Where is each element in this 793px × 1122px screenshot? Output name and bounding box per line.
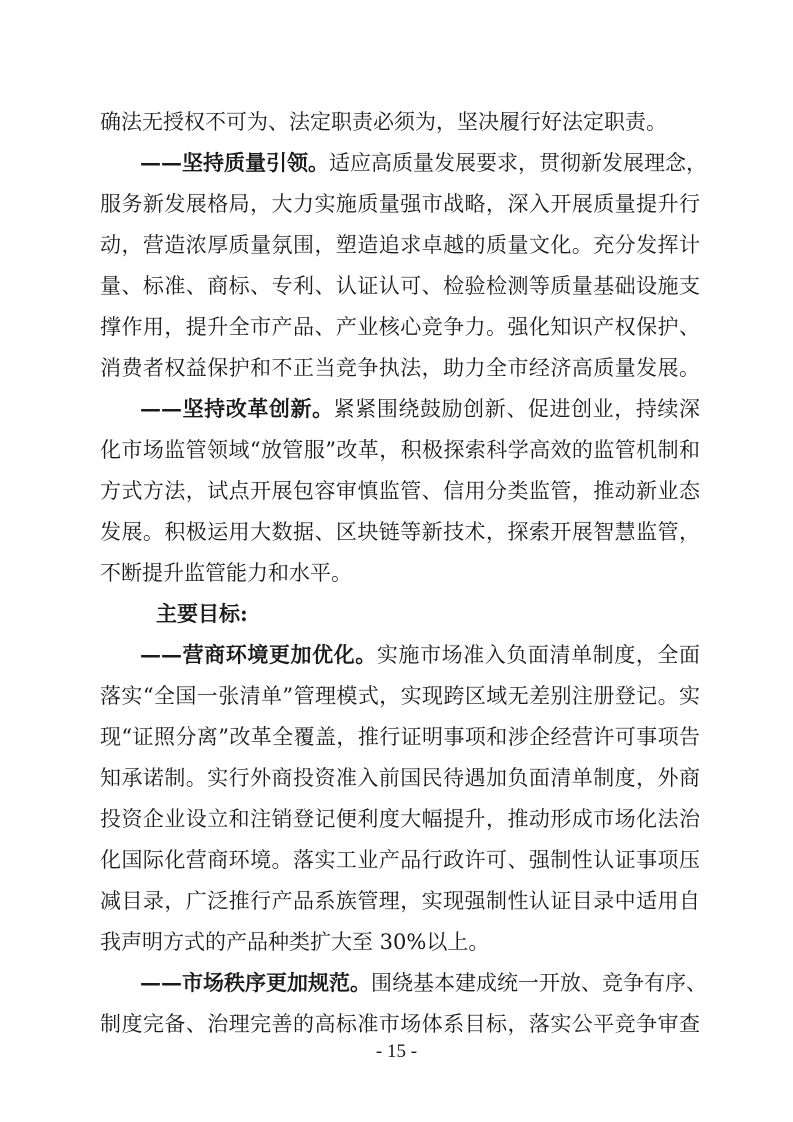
- section-heading-quality: ——坚持质量引领。: [140, 150, 329, 175]
- section-heading-reform: ——坚持改革创新。: [140, 396, 334, 421]
- paragraph-line: [140, 635, 700, 675]
- paragraph-line: 消费者权益保护和不正当竞争执法，助力全市经济高质量发展。: [100, 356, 700, 380]
- main-goals-heading: 主要目标:: [156, 601, 248, 626]
- paragraph-line: 现“证照分离”改革全覆盖，推行证明事项和涉企经营许可事项告: [100, 725, 700, 749]
- paragraph-line: 化市场监管领域“放管服”改革，积极探索科学高效的监管机制和: [100, 438, 700, 462]
- paragraph-line: [140, 963, 707, 1003]
- paragraph-line: 制度完备、治理完善的高标准市场体系目标，落实公平竞争审查: [100, 1012, 700, 1036]
- paragraph-line: 撑作用，提升全市产品、产业核心竞争力。强化知识产权保护、: [100, 315, 700, 339]
- line-text: 实施市场准入负面清单制度，全面: [376, 643, 701, 667]
- paragraph-line: 动，营造浓厚质量氛围，塑造追求卓越的质量文化。充分发挥计: [100, 233, 700, 257]
- paragraph-line: 减目录，广泛推行产品系族管理，实现强制性认证目录中适用自: [100, 889, 700, 913]
- line-text: 确法无授权不可为、法定职责必须为，坚决履行好法定职责。: [100, 110, 667, 134]
- line-text: 围绕基本建成统一开放、竞争有序、: [371, 971, 707, 995]
- paragraph-line: 量、标准、商标、专利、认证认可、检验检测等质量基础设施支: [100, 274, 700, 298]
- paragraph-line: 落实“全国一张清单”管理模式，实现跨区域无差别注册登记。实: [100, 684, 700, 708]
- paragraph-line: [140, 389, 700, 429]
- paragraph-line: 不断提升监管能力和水平。: [100, 561, 352, 585]
- paragraph-line: 发展。积极运用大数据、区块链等新技术，探索开展智慧监管，: [100, 520, 700, 544]
- paragraph-line: 化国际化营商环境。落实工业产品行政许可、强制性认证事项压: [100, 848, 700, 872]
- section-heading-market-order: ——市场秩序更加规范。: [140, 970, 371, 995]
- paragraph-line: [140, 143, 707, 183]
- paragraph-line: 投资企业设立和注销登记便利度大幅提升，推动形成市场化法治: [100, 807, 700, 831]
- section-heading-business-environment: ——营商环境更加优化。: [140, 642, 377, 667]
- paragraph-line: 知承诺制。实行外商投资准入前国民待遇加负面清单制度，外商: [100, 766, 700, 790]
- page-number: - 15 -: [375, 1041, 418, 1062]
- paragraph-line: [100, 102, 700, 142]
- line-text: 紧紧围绕鼓励创新、促进创业，持续深: [333, 397, 701, 421]
- line-text: 适应高质量发展要求，贯彻新发展理念，: [329, 151, 707, 175]
- paragraph-line: 方式方法，试点开展包容审慎监管、信用分类监管，推动新业态: [100, 479, 700, 503]
- paragraph-line: 我声明方式的产品种类扩大至 30%以上。: [100, 930, 490, 954]
- paragraph-line: 服务新发展格局，大力实施质量强市战略，深入开展质量提升行: [100, 192, 700, 216]
